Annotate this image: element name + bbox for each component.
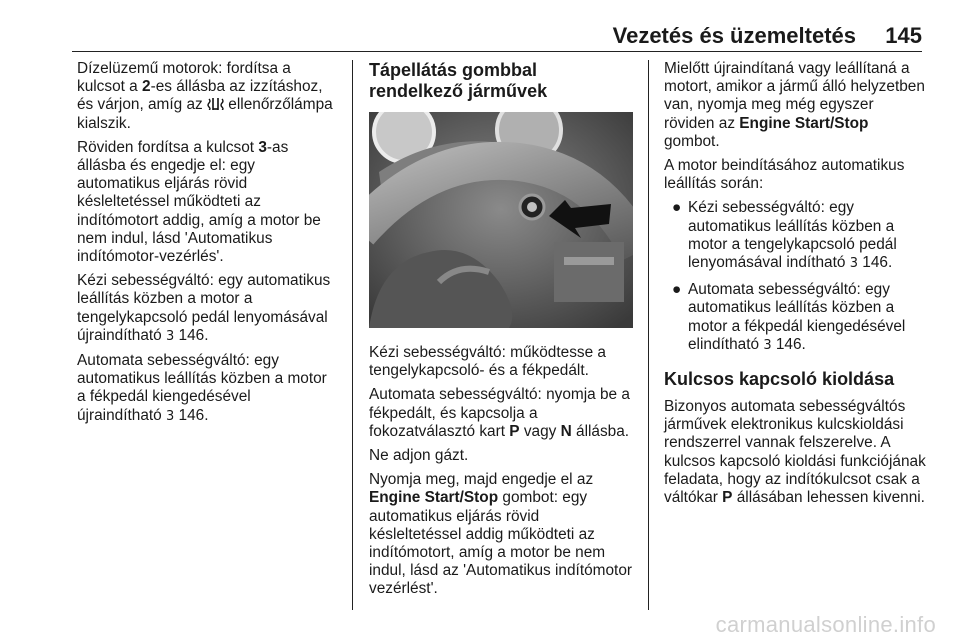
paragraph-press-start-stop — [369, 471, 633, 598]
page-reference-link[interactable]: 146. — [174, 326, 209, 344]
engine-start-stop-label: Engine Start/Stop — [369, 489, 499, 507]
page-reference-arrow: 3 — [849, 256, 858, 272]
engine-start-stop-label: Engine Start/Stop — [739, 114, 869, 132]
column-3 — [664, 60, 926, 513]
paragraph-manual-start: Kézi sebességváltó: működtesse a tengelykapcsoló- és a fékpedált. — [369, 344, 606, 380]
autostop-bullet-list — [664, 199, 926, 355]
text-span: ellenőrzőlámpa kialszik. — [77, 96, 333, 132]
text-span: Dízelüzemű motorok: fordítsa a kulcsot a — [77, 60, 291, 96]
paragraph-automatic-restart — [77, 352, 339, 426]
text-span: -as állásba és engedje el: egy automatikus eljárás rövid késleltetéssel működteti az indítómotort addig, amíg a motor be nem indul, lásd 'Automatikus indítómotor-vezérlés'. — [77, 138, 321, 266]
page-reference-link[interactable]: 146. — [857, 254, 893, 272]
text-span: Bizonyos automata sebességváltós járművek elektronikus kulcskioldási rendszerrel vannak felszerelve. A kulcsos kapcsoló kioldási funkciójának feladata, hogy az indítókulcsot csak a váltókar — [664, 398, 926, 507]
section-heading-key-release: Kulcsos kapcsoló kioldása — [664, 369, 895, 390]
page-reference-arrow: 3 — [166, 408, 175, 424]
list-item — [664, 199, 926, 273]
text-span: -es állásba az izzításhoz, és várjon, amíg az — [77, 78, 323, 114]
running-header-title: Vezetés és üzemeltetés — [612, 23, 856, 48]
column-divider-1 — [352, 60, 353, 610]
page-reference-arrow: 3 — [763, 337, 772, 353]
page-reference-arrow: 3 — [166, 328, 175, 344]
paragraph-manual-restart — [77, 272, 339, 346]
paragraph-autostop-intro: A motor beindításához automatikus leállítás során: — [664, 157, 905, 193]
page-number: 145 — [885, 23, 922, 48]
page-header — [72, 0, 922, 52]
gear-position-p: P — [722, 489, 733, 507]
text-span: Automata sebességváltó: egy automatikus leállítás közben a motor a fékpedál kiengedésével elindítható — [688, 281, 906, 353]
text-span: Kézi sebességváltó: egy automatikus leállítás közben a motor a tengelykapcsoló pedál lenyomásával indítható — [688, 199, 897, 272]
text-span: állásba. — [571, 422, 630, 440]
text-span: vagy — [519, 422, 561, 440]
text-span: Nyomja meg, majd engedje el az — [369, 471, 594, 489]
text-span: gombot: egy automatikus eljárás rövid késleltetéssel addig működteti az indítómotort, amíg a motor be nem indul, lásd az 'Automatikus indítómotor vezérlést'. — [369, 489, 633, 598]
watermark: carmanualsonline.info — [715, 612, 936, 637]
bullet-dot: ● — [672, 281, 682, 299]
paragraph-diesel-glow — [77, 60, 339, 133]
paragraph-key-position-3 — [77, 139, 339, 266]
page-reference-link[interactable]: 146. — [174, 406, 209, 424]
section-heading-power-button: Tápellátás gombbal rendelkező járművek — [369, 60, 548, 101]
column-divider-2 — [648, 60, 649, 610]
page-reference-link[interactable]: 146. — [771, 335, 806, 353]
text-span: állásában lehessen kivenni. — [732, 489, 925, 507]
paragraph-key-release — [664, 398, 926, 507]
text-span: Röviden fordítsa a kulcsot — [77, 138, 259, 156]
gear-position-n: N — [560, 422, 572, 440]
glow-plug-warning-icon — [207, 98, 224, 110]
column-2 — [369, 60, 633, 605]
text-span: gombot. — [664, 132, 720, 150]
paragraph-automatic-start — [369, 386, 633, 441]
text-span: Automata sebességváltó: nyomja be a fékpedált, és kapcsolja a fokozatválasztó kart — [369, 386, 630, 440]
text-span: Automata sebességváltó: egy automatikus leállítás közben a motor a fékpedál kiengedésével újraindítható — [77, 352, 327, 424]
gear-position-p: P — [509, 422, 520, 440]
key-position-3: 3 — [258, 138, 267, 156]
text-span: Mielőtt újraindítaná vagy leállítaná a motort, amikor a jármű álló helyzetben van, nyomja meg még egyszer röviden az — [664, 60, 925, 132]
bullet-dot: ● — [672, 199, 682, 217]
list-item — [664, 281, 926, 355]
column-1 — [77, 60, 339, 432]
steering-wheel-start-button-photo — [369, 112, 633, 328]
paragraph-no-throttle: Ne adjon gázt. — [369, 447, 469, 465]
key-position-2: 2 — [142, 78, 151, 96]
paragraph-restart-stationary — [664, 60, 926, 151]
text-span: Kézi sebességváltó: egy automatikus leállítás közben a motor a tengelykapcsoló pedál lenyomásával újraindítható — [77, 272, 331, 344]
